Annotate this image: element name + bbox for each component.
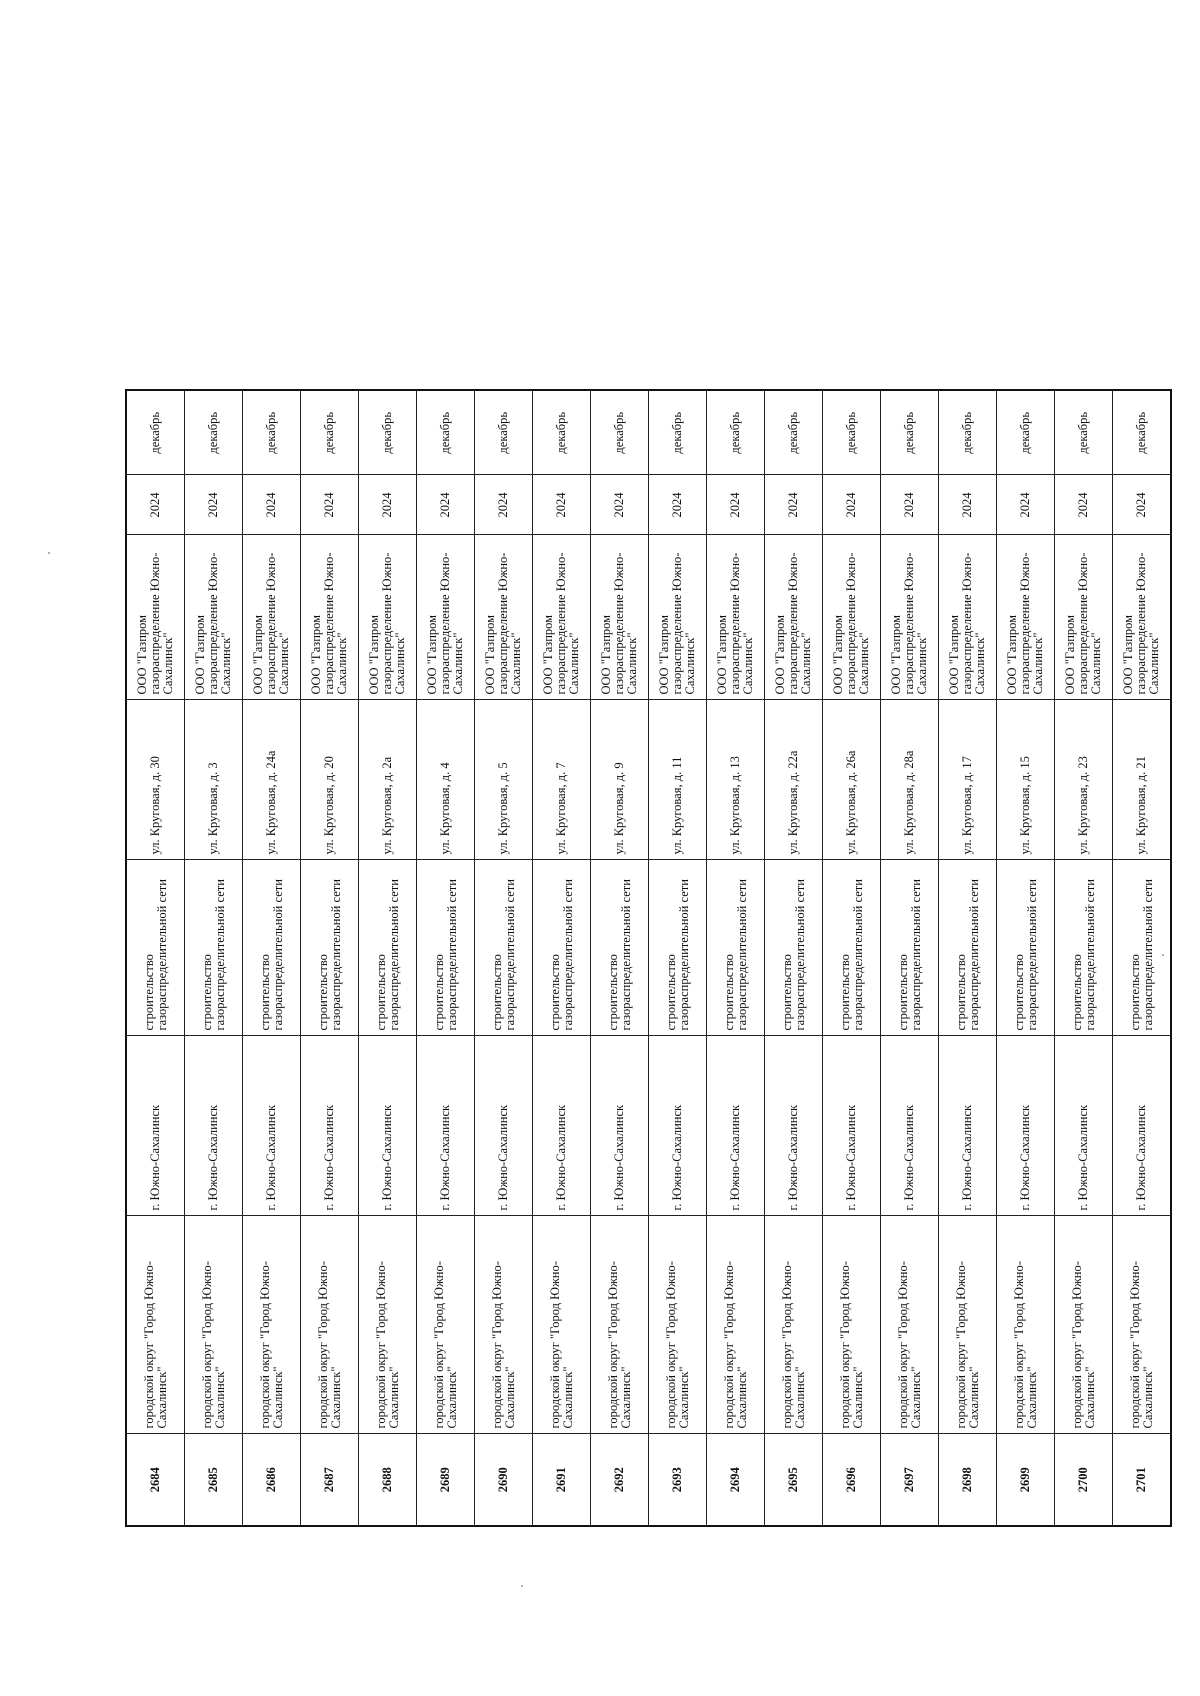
work-type-cell: строительство газораспределительной сети [1113, 860, 1172, 1036]
locality-cell: г. Южно-Сахалинск [939, 1036, 997, 1216]
organization-cell: ООО "Газпром газораспределение Южно-Сахалинск" [823, 535, 881, 700]
row-number: 2688 [359, 1434, 417, 1526]
address-cell: ул. Круговая, д. 7 [533, 700, 591, 860]
municipality-cell: городской округ "Город Южно-Сахалинск" [997, 1216, 1055, 1434]
table-row [765, 390, 823, 1526]
organization-cell: ООО "Газпром газораспределение Южно-Сахалинск" [997, 535, 1055, 700]
municipality-cell: городской округ "Город Южно-Сахалинск" [359, 1216, 417, 1434]
table-row [649, 390, 707, 1526]
organization-cell: ООО "Газпром газораспределение Южно-Сахалинск" [707, 535, 765, 700]
work-type-cell: строительство газораспределительной сети [243, 860, 301, 1036]
year-cell: 2024 [591, 475, 649, 535]
month-cell: декабрь [1055, 390, 1113, 475]
work-type-cell: строительство газораспределительной сети [533, 860, 591, 1036]
locality-cell: г. Южно-Сахалинск [243, 1036, 301, 1216]
locality-cell: г. Южно-Сахалинск [126, 1036, 185, 1216]
month-cell: декабрь [185, 390, 243, 475]
gas-network-registry-table [125, 389, 1172, 1527]
table-row [823, 390, 881, 1526]
work-type-cell: строительство газораспределительной сети [185, 860, 243, 1036]
locality-cell: г. Южно-Сахалинск [1113, 1036, 1172, 1216]
work-type-cell: строительство газораспределительной сети [997, 860, 1055, 1036]
row-number: 2700 [1055, 1434, 1113, 1526]
row-number: 2685 [185, 1434, 243, 1526]
year-cell: 2024 [1113, 475, 1172, 535]
year-cell: 2024 [823, 475, 881, 535]
row-number: 2697 [881, 1434, 939, 1526]
month-cell: декабрь [707, 390, 765, 475]
table-row [185, 390, 243, 1526]
year-cell: 2024 [475, 475, 533, 535]
table-row [997, 390, 1055, 1526]
row-number: 2689 [417, 1434, 475, 1526]
address-cell: ул. Круговая, д. 17 [939, 700, 997, 860]
work-type-cell: строительство газораспределительной сети [649, 860, 707, 1036]
locality-cell: г. Южно-Сахалинск [707, 1036, 765, 1216]
address-cell: ул. Круговая, д. 26а [823, 700, 881, 860]
organization-cell: ООО "Газпром газораспределение Южно-Сахалинск" [301, 535, 359, 700]
work-type-cell: строительство газораспределительной сети [823, 860, 881, 1036]
row-number: 2687 [301, 1434, 359, 1526]
row-number: 2699 [997, 1434, 1055, 1526]
year-cell: 2024 [243, 475, 301, 535]
row-number: 2698 [939, 1434, 997, 1526]
municipality-cell: городской округ "Город Южно-Сахалинск" [185, 1216, 243, 1434]
table-row [939, 390, 997, 1526]
municipality-cell: городской округ "Город Южно-Сахалинск" [649, 1216, 707, 1434]
organization-cell: ООО "Газпром газораспределение Южно-Сахалинск" [881, 535, 939, 700]
address-cell: ул. Круговая, д. 28а [881, 700, 939, 860]
work-type-cell: строительство газораспределительной сети [301, 860, 359, 1036]
table-row [1055, 390, 1113, 1526]
address-cell: ул. Круговая, д. 22а [765, 700, 823, 860]
month-cell: декабрь [997, 390, 1055, 475]
work-type-cell: строительство газораспределительной сети [475, 860, 533, 1036]
month-cell: декабрь [765, 390, 823, 475]
month-cell: декабрь [359, 390, 417, 475]
row-number: 2691 [533, 1434, 591, 1526]
address-cell: ул. Круговая, д. 13 [707, 700, 765, 860]
municipality-cell: городской округ "Город Южно-Сахалинск" [707, 1216, 765, 1434]
year-cell: 2024 [185, 475, 243, 535]
year-cell: 2024 [649, 475, 707, 535]
table-row [707, 390, 765, 1526]
row-number: 2693 [649, 1434, 707, 1526]
organization-cell: ООО "Газпром газораспределение Южно-Сахалинск" [475, 535, 533, 700]
work-type-cell: строительство газораспределительной сети [359, 860, 417, 1036]
locality-cell: г. Южно-Сахалинск [649, 1036, 707, 1216]
locality-cell: г. Южно-Сахалинск [475, 1036, 533, 1216]
row-number: 2690 [475, 1434, 533, 1526]
month-cell: декабрь [881, 390, 939, 475]
table-row [243, 390, 301, 1526]
locality-cell: г. Южно-Сахалинск [997, 1036, 1055, 1216]
locality-cell: г. Южно-Сахалинск [533, 1036, 591, 1216]
scan-speck [521, 1585, 523, 1587]
address-cell: ул. Круговая, д. 30 [126, 700, 185, 860]
municipality-cell: городской округ "Город Южно-Сахалинск" [126, 1216, 185, 1434]
month-cell: декабрь [417, 390, 475, 475]
row-number: 2684 [126, 1434, 185, 1526]
table-row [301, 390, 359, 1526]
year-cell: 2024 [1055, 475, 1113, 535]
month-cell: декабрь [591, 390, 649, 475]
month-cell: декабрь [533, 390, 591, 475]
month-cell: декабрь [1113, 390, 1172, 475]
address-cell: ул. Круговая, д. 23 [1055, 700, 1113, 860]
work-type-cell: строительство газораспределительной сети [417, 860, 475, 1036]
locality-cell: г. Южно-Сахалинск [765, 1036, 823, 1216]
year-cell: 2024 [359, 475, 417, 535]
municipality-cell: городской округ "Город Южно-Сахалинск" [1113, 1216, 1172, 1434]
work-type-cell: строительство газораспределительной сети [707, 860, 765, 1036]
address-cell: ул. Круговая, д. 2а [359, 700, 417, 860]
address-cell: ул. Круговая, д. 24а [243, 700, 301, 860]
row-number: 2694 [707, 1434, 765, 1526]
table-row [417, 390, 475, 1526]
year-cell: 2024 [126, 475, 185, 535]
organization-cell: ООО "Газпром газораспределение Южно-Сахалинск" [939, 535, 997, 700]
locality-cell: г. Южно-Сахалинск [301, 1036, 359, 1216]
municipality-cell: городской округ "Город Южно-Сахалинск" [591, 1216, 649, 1434]
municipality-cell: городской округ "Город Южно-Сахалинск" [301, 1216, 359, 1434]
year-cell: 2024 [881, 475, 939, 535]
month-cell: декабрь [243, 390, 301, 475]
locality-cell: г. Южно-Сахалинск [359, 1036, 417, 1216]
organization-cell: ООО "Газпром газораспределение Южно-Сахалинск" [533, 535, 591, 700]
address-cell: ул. Круговая, д. 3 [185, 700, 243, 860]
work-type-cell: строительство газораспределительной сети [126, 860, 185, 1036]
year-cell: 2024 [765, 475, 823, 535]
work-type-cell: строительство газораспределительной сети [1055, 860, 1113, 1036]
work-type-cell: строительство газораспределительной сети [881, 860, 939, 1036]
locality-cell: г. Южно-Сахалинск [823, 1036, 881, 1216]
municipality-cell: городской округ "Город Южно-Сахалинск" [1055, 1216, 1113, 1434]
organization-cell: ООО "Газпром газораспределение Южно-Сахалинск" [765, 535, 823, 700]
address-cell: ул. Круговая, д. 21 [1113, 700, 1172, 860]
year-cell: 2024 [417, 475, 475, 535]
work-type-cell: строительство газораспределительной сети [939, 860, 997, 1036]
table-row [359, 390, 417, 1526]
table-row [126, 390, 185, 1526]
work-type-cell: строительство газораспределительной сети [591, 860, 649, 1036]
municipality-cell: городской округ "Город Южно-Сахалинск" [533, 1216, 591, 1434]
month-cell: декабрь [823, 390, 881, 475]
organization-cell: ООО "Газпром газораспределение Южно-Сахалинск" [1113, 535, 1172, 700]
row-number: 2686 [243, 1434, 301, 1526]
month-cell: декабрь [301, 390, 359, 475]
rotated-table-wrapper [125, 391, 1161, 1527]
table-row [591, 390, 649, 1526]
year-cell: 2024 [533, 475, 591, 535]
locality-cell: г. Южно-Сахалинск [1055, 1036, 1113, 1216]
municipality-cell: городской округ "Город Южно-Сахалинск" [881, 1216, 939, 1434]
month-cell: декабрь [939, 390, 997, 475]
organization-cell: ООО "Газпром газораспределение Южно-Сахалинск" [649, 535, 707, 700]
municipality-cell: городской округ "Город Южно-Сахалинск" [417, 1216, 475, 1434]
organization-cell: ООО "Газпром газораспределение Южно-Сахалинск" [243, 535, 301, 700]
row-number: 2692 [591, 1434, 649, 1526]
month-cell: декабрь [475, 390, 533, 475]
table-row [533, 390, 591, 1526]
address-cell: ул. Круговая, д. 4 [417, 700, 475, 860]
address-cell: ул. Круговая, д. 11 [649, 700, 707, 860]
organization-cell: ООО "Газпром газораспределение Южно-Сахалинск" [1055, 535, 1113, 700]
organization-cell: ООО "Газпром газораспределение Южно-Сахалинск" [126, 535, 185, 700]
organization-cell: ООО "Газпром газораспределение Южно-Сахалинск" [185, 535, 243, 700]
month-cell: декабрь [649, 390, 707, 475]
locality-cell: г. Южно-Сахалинск [185, 1036, 243, 1216]
table-row [475, 390, 533, 1526]
year-cell: 2024 [707, 475, 765, 535]
municipality-cell: городской округ "Город Южно-Сахалинск" [475, 1216, 533, 1434]
locality-cell: г. Южно-Сахалинск [417, 1036, 475, 1216]
year-cell: 2024 [997, 475, 1055, 535]
scan-speck [48, 552, 50, 554]
locality-cell: г. Южно-Сахалинск [881, 1036, 939, 1216]
row-number: 2696 [823, 1434, 881, 1526]
table-row [881, 390, 939, 1526]
address-cell: ул. Круговая, д. 5 [475, 700, 533, 860]
address-cell: ул. Круговая, д. 15 [997, 700, 1055, 860]
row-number: 2695 [765, 1434, 823, 1526]
address-cell: ул. Круговая, д. 20 [301, 700, 359, 860]
municipality-cell: городской округ "Город Южно-Сахалинск" [823, 1216, 881, 1434]
row-number: 2701 [1113, 1434, 1172, 1526]
locality-cell: г. Южно-Сахалинск [591, 1036, 649, 1216]
municipality-cell: городской округ "Город Южно-Сахалинск" [243, 1216, 301, 1434]
work-type-cell: строительство газораспределительной сети [765, 860, 823, 1036]
municipality-cell: городской округ "Город Южно-Сахалинск" [765, 1216, 823, 1434]
organization-cell: ООО "Газпром газораспределение Южно-Сахалинск" [359, 535, 417, 700]
registry-rows [126, 390, 1171, 1526]
year-cell: 2024 [301, 475, 359, 535]
address-cell: ул. Круговая, д. 9 [591, 700, 649, 860]
municipality-cell: городской округ "Город Южно-Сахалинск" [939, 1216, 997, 1434]
organization-cell: ООО "Газпром газораспределение Южно-Сахалинск" [417, 535, 475, 700]
organization-cell: ООО "Газпром газораспределение Южно-Сахалинск" [591, 535, 649, 700]
year-cell: 2024 [939, 475, 997, 535]
table-row [1113, 390, 1172, 1526]
month-cell: декабрь [126, 390, 185, 475]
